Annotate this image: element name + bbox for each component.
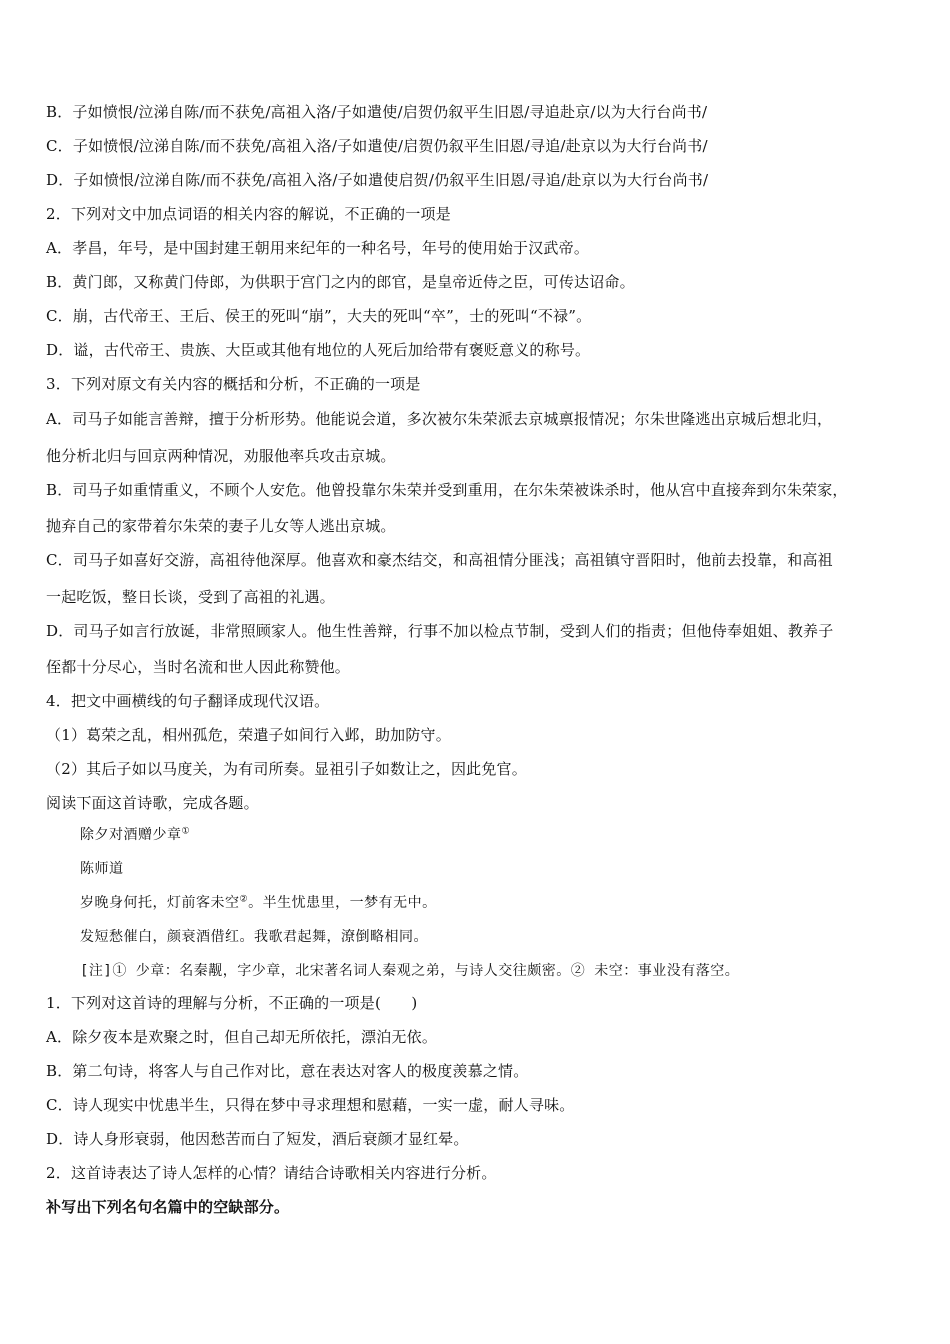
q2-stem: 2．下列对文中加点词语的相关内容的解说，不正确的一项是 <box>46 205 451 223</box>
poem-line-2: 发短愁催白，颜衰酒借红。我歌君起舞，潦倒略相同。 <box>80 929 428 945</box>
q1-option-b: B．子如愤恨/泣涕自陈/而不获免/高祖入洛/子如遣使/启贺仍叙平生旧恩/寻追赴京/以为大行台尚书/ <box>46 103 708 121</box>
poem-title: 除夕对酒赠少章 <box>80 827 182 843</box>
pq1-option-d: D．诗人身形衰弱，他因愁苦而白了短发，酒后衰颜才显红晕。 <box>46 1130 469 1148</box>
q3-option-b-line1: B．司马子如重情重义，不顾个人安危。他曾投靠尔朱荣并受到重用，在尔朱荣被诛杀时，他从宫中直接奔到尔朱荣家， <box>46 481 848 499</box>
q4-item-2: （2）其后子如以马度关，为有司所奏。显祖引子如数让之，因此免官。 <box>46 760 527 778</box>
q3-option-c-line1: C．司马子如喜好交游，高祖待他深厚。他喜欢和豪杰结交，和高祖情分匪浅；高祖镇守晋阳时，他前去投靠，和高祖 <box>46 551 833 569</box>
pq2-stem: 2．这首诗表达了诗人怎样的心情？请结合诗歌相关内容进行分析。 <box>46 1164 497 1182</box>
poem-line-1-b: 。半生忧患里，一梦有无中。 <box>248 895 437 911</box>
q2-option-b: B．黄门郎，又称黄门侍郎，为供职于宫门之内的郎官，是皇帝近侍之臣，可传达诏命。 <box>46 273 635 291</box>
q3-stem: 3．下列对原文有关内容的概括和分析，不正确的一项是 <box>46 375 421 393</box>
poem-author: 陈师道 <box>80 861 124 877</box>
q1-option-c: C．子如愤恨/泣涕自陈/而不获免/高祖入洛/子如遣使/启贺仍叙平生旧恩/寻追/赴京以为大行台尚书/ <box>46 137 708 155</box>
pq1-option-c: C．诗人现实中忧患半生，只得在梦中寻求理想和慰藉，一实一虚，耐人寻味。 <box>46 1096 575 1114</box>
poem-line-1-a: 岁晚身何托，灯前客未空 <box>80 895 240 911</box>
q3-option-c-line2: 一起吃饭，整日长谈，受到了高祖的礼遇。 <box>46 588 335 606</box>
poem-title-line <box>80 825 190 845</box>
poem-line-1-note-mark: ② <box>239 894 249 905</box>
q4-item-1: （1）葛荣之乱，相州孤危，荣遣子如间行入邺，助加防守。 <box>46 726 451 744</box>
q3-option-d-line1: D．司马子如言行放诞，非常照顾家人。他生性善辩，行事不加以检点节制，受到人们的指责；但他侍奉姐姐、教养子 <box>46 622 834 640</box>
poem-title-note-mark: ① <box>181 826 191 837</box>
q2-option-a: A．孝昌，年号，是中国封建王朝用来纪年的一种名号，年号的使用始于汉武帝。 <box>46 239 590 257</box>
final-heading: 补写出下列名句名篇中的空缺部分。 <box>46 1198 290 1216</box>
pq1-option-a: A．除夕夜本是欢聚之时，但自己却无所依托，漂泊无依。 <box>46 1028 438 1046</box>
q2-option-d: D．谥，古代帝王、贵族、大臣或其他有地位的人死后加给带有褒贬意义的称号。 <box>46 341 591 359</box>
q1-option-d: D．子如愤恨/泣涕自陈/而不获免/高祖入洛/子如遣使启贺/仍叙平生旧恩/寻追/赴京以为大行台尚书/ <box>46 171 709 189</box>
q2-option-c: C．崩，古代帝王、王后、侯王的死叫“崩”，大夫的死叫“卒”，士的死叫“不禄”。 <box>46 307 592 325</box>
q3-option-a-line1: A．司马子如能言善辩，擅于分析形势。他能说会道，多次被尔朱荣派去京城禀报情况；尔朱世隆逃出京城后想北归， <box>46 410 833 428</box>
pq1-stem: 1．下列对这首诗的理解与分析，不正确的一项是( ) <box>46 994 418 1012</box>
pq1-option-b: B．第二句诗，将客人与自己作对比，意在表达对客人的极度羡慕之情。 <box>46 1062 529 1080</box>
q3-option-b-line2: 抛弃自己的家带着尔朱荣的妻子儿女等人逃出京城。 <box>46 517 396 535</box>
q3-option-a-line2: 他分析北归与回京两种情况，劝服他率兵攻击京城。 <box>46 447 396 465</box>
q3-option-d-line2: 侄都十分尽心，当时名流和世人因此称赞他。 <box>46 658 351 676</box>
q4-stem: 4．把文中画横线的句子翻译成现代汉语。 <box>46 692 330 710</box>
poem-notes: [注]① 少章：名秦觏，字少章，北宋著名词人秦观之弟，与诗人交往颇密。② 未空：事业没有落空。 <box>80 963 740 979</box>
poem-intro: 阅读下面这首诗歌，完成各题。 <box>46 794 259 812</box>
poem-line-1 <box>80 893 437 913</box>
